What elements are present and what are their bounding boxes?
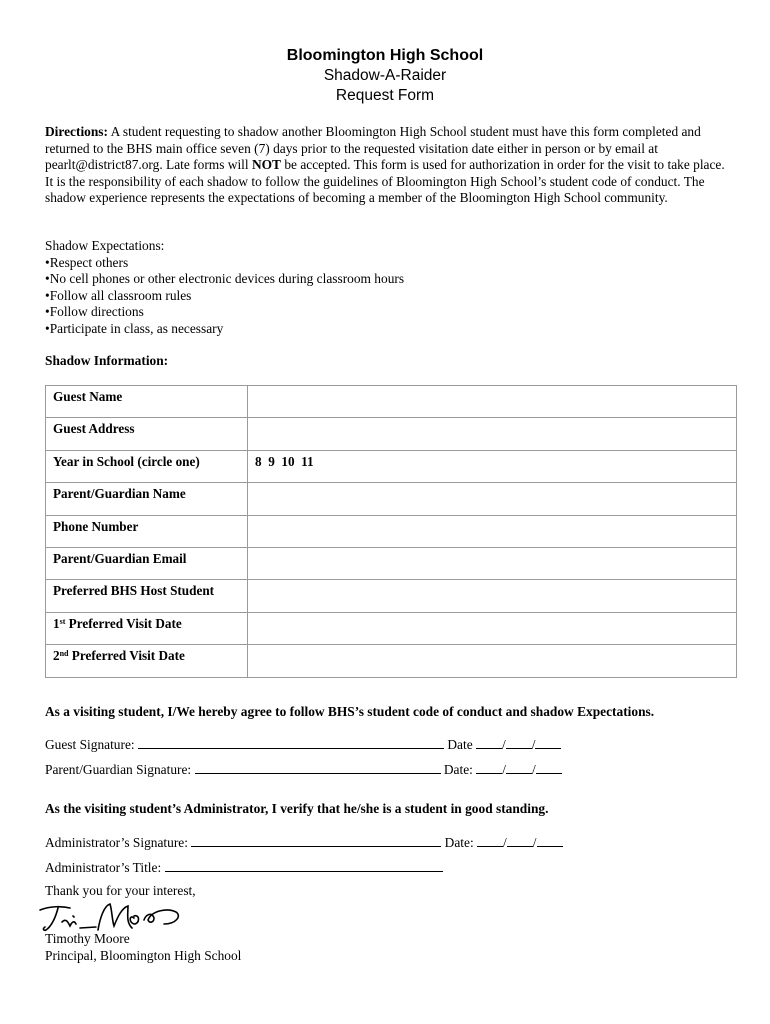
directions-paragraph bbox=[45, 124, 725, 207]
directions-text-2: be accepted. This form is used for authorization in order for the visit to take place. It is the responsibility of each shadow to follow the guidelines of Bloomington High School’s student code of conduct. The shadow experience represents the expectations of becoming a member of the Bloomington High School community. bbox=[45, 157, 725, 206]
visit-date-label-text: Preferred Visit Date bbox=[68, 648, 185, 664]
year-in-school-options[interactable]: 8 9 10 11 bbox=[248, 450, 737, 482]
ordinal-number: 1 bbox=[53, 615, 60, 631]
guest-signature-line bbox=[45, 736, 561, 753]
year-in-school-label: Year in School (circle one) bbox=[46, 450, 248, 482]
ordinal-suffix: st bbox=[59, 616, 66, 626]
ordinal-number: 2 bbox=[53, 648, 60, 664]
table-row bbox=[46, 418, 737, 450]
form-name: Request Form bbox=[335, 87, 435, 104]
parent-signature-line bbox=[45, 761, 562, 778]
administrator-title-label: Administrator’s Title: bbox=[45, 860, 162, 875]
expectation-item: •Participate in class, as necessary bbox=[45, 320, 224, 336]
parent-date-month[interactable] bbox=[476, 761, 502, 774]
closing-thanks: Thank you for your interest, bbox=[45, 883, 196, 898]
parent-name-field[interactable] bbox=[248, 483, 737, 515]
phone-number-label: Phone Number bbox=[46, 515, 248, 547]
table-row bbox=[46, 483, 737, 515]
administrator-signature-field[interactable] bbox=[191, 834, 441, 847]
table-row bbox=[46, 515, 737, 547]
guest-date-label: Date bbox=[447, 737, 473, 752]
administrator-date-year[interactable] bbox=[537, 834, 563, 847]
table-row bbox=[46, 450, 737, 482]
administrator-title-field[interactable] bbox=[165, 859, 443, 872]
expectation-item: •No cell phones or other electronic devices during classroom hours bbox=[45, 271, 405, 287]
program-name: Shadow-A-Raider bbox=[323, 67, 447, 84]
visit-date-2-label bbox=[46, 645, 248, 677]
shadow-expectations bbox=[45, 238, 725, 338]
date-separator: / bbox=[502, 737, 506, 752]
host-student-field[interactable] bbox=[248, 580, 737, 612]
principal-signature-block bbox=[45, 931, 241, 964]
expectations-heading: Shadow Expectations: bbox=[45, 238, 165, 253]
visit-date-2-field[interactable] bbox=[248, 645, 737, 677]
parent-signature-label: Parent/Guardian Signature: bbox=[45, 762, 192, 777]
administrator-signature-line bbox=[45, 834, 563, 851]
principal-name: Timothy Moore bbox=[45, 931, 130, 946]
guest-date-day[interactable] bbox=[506, 736, 532, 749]
guest-name-label: Guest Name bbox=[46, 386, 248, 418]
administrator-statement: As the visiting student’s Administrator, I verify that he/she is a student in good standing. bbox=[45, 801, 549, 816]
expectation-item: •Follow directions bbox=[45, 304, 144, 320]
parent-signature-field[interactable] bbox=[195, 761, 441, 774]
parent-date-day[interactable] bbox=[506, 761, 532, 774]
date-separator: / bbox=[532, 835, 537, 850]
guest-name-field[interactable] bbox=[248, 386, 737, 418]
principal-title: Principal, Bloomington High School bbox=[45, 947, 242, 963]
shadow-info-table bbox=[45, 385, 737, 678]
guest-address-label: Guest Address bbox=[46, 418, 248, 450]
administrator-title-line bbox=[45, 859, 443, 876]
guest-signature-label: Guest Signature: bbox=[45, 737, 135, 752]
guest-date-month[interactable] bbox=[476, 736, 502, 749]
date-separator: / bbox=[502, 762, 506, 777]
visit-date-label-text: Preferred Visit Date bbox=[65, 615, 182, 631]
principal-signature-image bbox=[36, 900, 186, 934]
date-separator: / bbox=[503, 835, 507, 850]
date-separator: / bbox=[531, 762, 536, 777]
host-student-label: Preferred BHS Host Student bbox=[46, 580, 248, 612]
school-name: Bloomington High School bbox=[286, 47, 484, 64]
administrator-date-label: Date: bbox=[444, 835, 474, 850]
visit-date-1-field[interactable] bbox=[248, 612, 737, 644]
directions-label: Directions: bbox=[45, 124, 108, 139]
parent-name-label: Parent/Guardian Name bbox=[46, 483, 248, 515]
directions-text-1: A student requesting to shadow another Bloomington High School student must have this form completed and returned to the BHS main office seven (7) days prior to the requested visitation date either in person or by email at pearlt@district87.org. Late forms will bbox=[45, 124, 701, 173]
parent-email-label: Parent/Guardian Email bbox=[46, 547, 248, 579]
parent-date-label: Date: bbox=[443, 762, 473, 777]
table-row bbox=[46, 547, 737, 579]
administrator-date-day[interactable] bbox=[507, 834, 533, 847]
administrator-date-month[interactable] bbox=[477, 834, 503, 847]
ordinal-suffix: nd bbox=[59, 649, 69, 659]
directions-emphasis: NOT bbox=[251, 157, 281, 173]
guest-signature-field[interactable] bbox=[138, 736, 444, 749]
table-row bbox=[46, 612, 737, 644]
student-agreement-statement: As a visiting student, I/We hereby agree to follow BHS’s student code of conduct and shadow Expectations. bbox=[45, 704, 655, 719]
guest-date-year[interactable] bbox=[535, 736, 561, 749]
form-header bbox=[0, 46, 770, 106]
table-row bbox=[46, 580, 737, 612]
parent-email-field[interactable] bbox=[248, 547, 737, 579]
guest-address-field[interactable] bbox=[248, 418, 737, 450]
parent-date-year[interactable] bbox=[536, 761, 562, 774]
visit-date-1-label bbox=[46, 612, 248, 644]
table-row bbox=[46, 386, 737, 418]
phone-number-field[interactable] bbox=[248, 515, 737, 547]
expectation-item: •Respect others bbox=[45, 254, 129, 270]
administrator-signature-label: Administrator’s Signature: bbox=[45, 835, 188, 850]
date-separator: / bbox=[531, 737, 536, 752]
expectation-item: •Follow all classroom rules bbox=[45, 287, 192, 303]
table-row bbox=[46, 645, 737, 677]
shadow-info-heading: Shadow Information: bbox=[45, 353, 169, 368]
